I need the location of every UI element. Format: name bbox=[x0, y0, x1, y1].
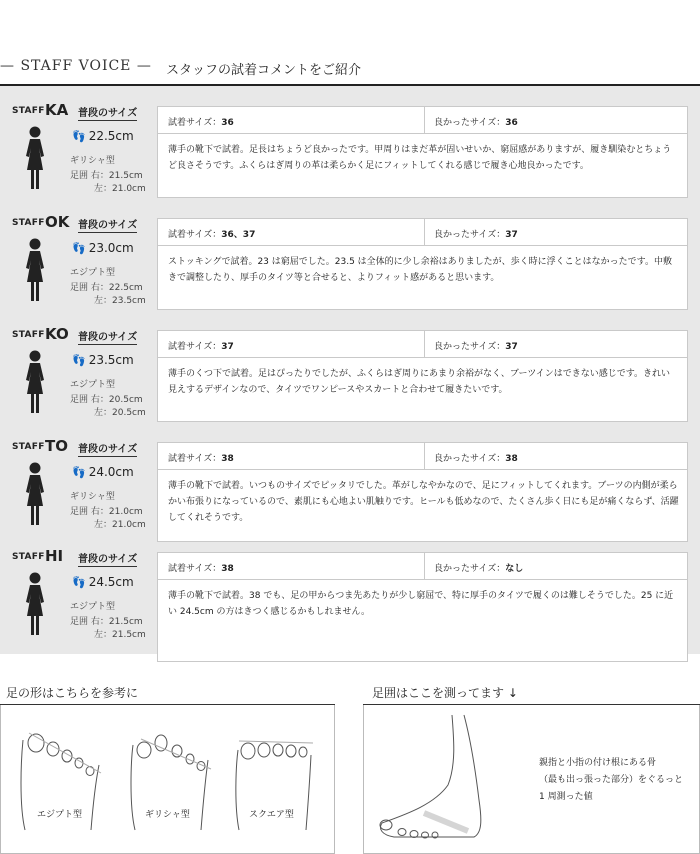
header-title-en: — STAFF VOICE — bbox=[0, 58, 152, 74]
staff-comment-text: 薄手のくつ下で試着。足はぴったりでしたが、ふくらはぎ周りにあまり余裕がなく、ブーツインはできない感じです。きれい見えするデザインなので、タイツでワンピースやスカートと合わせて履きたいです。 bbox=[168, 369, 671, 395]
staff-initials: KO bbox=[45, 325, 69, 343]
cell-divider bbox=[424, 331, 425, 357]
tried-size-value: 37 bbox=[221, 342, 234, 352]
staff-profile bbox=[0, 547, 155, 652]
girth-label: 足囲 bbox=[70, 507, 89, 517]
size-row bbox=[158, 443, 687, 470]
good-size-value: 38 bbox=[505, 454, 518, 464]
staff-initials: OK bbox=[45, 213, 70, 231]
staff-initials: KA bbox=[45, 101, 69, 119]
foot-girth-illustration bbox=[364, 705, 534, 853]
tried-size-value: 38 bbox=[221, 454, 234, 464]
girth-desc-line2: （最も出っ張った部分）をぐるっと bbox=[539, 775, 684, 785]
foot-type: ギリシャ型 bbox=[70, 156, 115, 166]
woman-figure-icon bbox=[22, 350, 48, 414]
tried-size-label: 試着サイズ： bbox=[168, 564, 222, 574]
girth-right: 21.5cm bbox=[108, 617, 143, 627]
foot-girth-box bbox=[363, 705, 700, 854]
woman-figure-icon bbox=[22, 126, 48, 190]
girth-left: 21.0cm bbox=[112, 184, 146, 194]
staff-label: STAFF bbox=[12, 106, 45, 116]
foot-girth-description bbox=[539, 755, 683, 806]
right-label: 右： bbox=[90, 171, 109, 181]
girth-left: 23.5cm bbox=[112, 296, 146, 306]
usual-size-label: 普段のサイズ bbox=[78, 440, 137, 457]
tried-size-value: 38 bbox=[221, 564, 234, 574]
size-row bbox=[158, 553, 687, 580]
square-type-label: スクエア型 bbox=[249, 810, 294, 820]
usual-foot-length: 24.5cm bbox=[88, 575, 134, 589]
right-label: 右： bbox=[90, 507, 109, 517]
girth-right: 22.5cm bbox=[108, 283, 143, 293]
foot-girth-title: 足囲はここを測ってます ↓ bbox=[372, 686, 518, 700]
good-size-label: 良かったサイズ： bbox=[434, 230, 506, 240]
foot-type: エジプト型 bbox=[70, 602, 116, 612]
staff-entry bbox=[0, 325, 700, 442]
usual-size-label: 普段のサイズ bbox=[78, 550, 137, 567]
size-row bbox=[158, 331, 687, 358]
foot-shape-title: 足の形はこちらを参考に bbox=[6, 686, 139, 700]
woman-figure-icon bbox=[22, 238, 48, 302]
greek-type-label: ギリシャ型 bbox=[145, 810, 190, 820]
foot-type: エジプト型 bbox=[70, 268, 116, 278]
staff-comment-box bbox=[157, 442, 688, 542]
woman-figure-icon bbox=[22, 462, 48, 526]
good-size-value: 37 bbox=[505, 342, 518, 352]
usual-foot-length: 22.5cm bbox=[88, 129, 134, 143]
girth-desc-line3: 1 周測った値 bbox=[539, 792, 593, 802]
staff-profile bbox=[0, 213, 155, 318]
usual-foot-length: 23.5cm bbox=[88, 353, 134, 367]
staff-initials: HI bbox=[45, 547, 64, 565]
usual-foot-length: 23.0cm bbox=[88, 241, 134, 255]
staff-comment-box bbox=[157, 218, 688, 310]
good-size-label: 良かったサイズ： bbox=[434, 454, 506, 464]
size-row bbox=[158, 219, 687, 246]
footprint-icon: 👣 bbox=[72, 130, 86, 143]
header-title-ja: スタッフの試着コメントをご紹介 bbox=[166, 63, 362, 78]
good-size-label: 良かったサイズ： bbox=[434, 342, 506, 352]
left-label: 左： bbox=[94, 630, 113, 640]
staff-entry bbox=[0, 213, 700, 330]
staff-comment-text: ストッキングで試着。23 は窮屈でした。23.5 は全体的に少し余裕はありましたが、歩く時に浮くことはなかったです。中敷きで調整したり、厚手のタイツ等と合せると、よりフィット感があると思います。 bbox=[168, 257, 672, 283]
usual-size-label: 普段のサイズ bbox=[78, 104, 137, 121]
tried-size-label: 試着サイズ： bbox=[168, 230, 222, 240]
staff-initials: TO bbox=[45, 437, 68, 455]
tried-size-label: 試着サイズ： bbox=[168, 118, 222, 128]
left-label: 左： bbox=[94, 408, 113, 418]
cell-divider bbox=[424, 443, 425, 469]
staff-comment-box bbox=[157, 106, 688, 198]
girth-right: 20.5cm bbox=[108, 395, 143, 405]
girth-left: 20.5cm bbox=[112, 408, 146, 418]
tried-size-label: 試着サイズ： bbox=[168, 454, 222, 464]
section-header bbox=[0, 58, 700, 84]
girth-right: 21.5cm bbox=[108, 171, 143, 181]
girth-right: 21.0cm bbox=[108, 507, 143, 517]
usual-size-label: 普段のサイズ bbox=[78, 216, 137, 233]
staff-voice-panel bbox=[0, 86, 700, 654]
staff-comment-box bbox=[157, 552, 688, 662]
foot-shapes-illustration bbox=[1, 705, 334, 853]
right-label: 右： bbox=[90, 283, 109, 293]
foot-shape-box bbox=[0, 705, 335, 854]
cell-divider bbox=[424, 219, 425, 245]
foot-type: ギリシャ型 bbox=[70, 492, 115, 502]
staff-comment-text: 薄手の靴下で試着。38 でも、足の甲からつま先あたりが少し窮屈で、特に厚手のタイツで履くのは難しそうでした。25 に近い 24.5cm の方はきつく感じるかもしれません。 bbox=[168, 591, 674, 617]
left-label: 左： bbox=[94, 184, 113, 194]
foot-type: エジプト型 bbox=[70, 380, 116, 390]
usual-foot-length: 24.0cm bbox=[88, 465, 134, 479]
left-label: 左： bbox=[94, 520, 113, 530]
staff-comment-text: 薄手の靴下で試着。足長はちょうど良かったです。甲周りはまだ革が固いせいか、窮屈感がありますが、履き馴染むとちょうど良さそうです。ふくらはぎ周りの革は柔らかく足にフィットしてくれる感じで履き心地良かったです。 bbox=[168, 145, 672, 171]
footprint-icon: 👣 bbox=[72, 466, 86, 479]
tried-size-label: 試着サイズ： bbox=[168, 342, 222, 352]
staff-comment-text: 薄手の靴下で試着。いつものサイズでピッタリでした。革がしなやかなので、足にフィットしてくれます。ブーツの内側が柔らかい布張りになっているので、素肌にも心地よい肌触りです。ヒールも低めなので、たくさん歩く日にも足が痛くならず、活躍してくれそうです。 bbox=[168, 481, 679, 523]
tried-size-value: 36、37 bbox=[221, 230, 256, 240]
good-size-value: なし bbox=[505, 564, 524, 574]
staff-profile bbox=[0, 101, 155, 206]
girth-left: 21.0cm bbox=[112, 520, 146, 530]
staff-comment-box bbox=[157, 330, 688, 422]
staff-entry bbox=[0, 437, 700, 554]
tried-size-value: 36 bbox=[221, 118, 234, 128]
girth-desc-line1: 親指と小指の付け根にある骨 bbox=[539, 758, 657, 768]
staff-profile bbox=[0, 437, 155, 542]
footprint-icon: 👣 bbox=[72, 242, 86, 255]
staff-label: STAFF bbox=[12, 218, 45, 228]
girth-label: 足囲 bbox=[70, 171, 89, 181]
girth-label: 足囲 bbox=[70, 617, 89, 627]
staff-label: STAFF bbox=[12, 330, 45, 340]
staff-entry bbox=[0, 547, 700, 664]
cell-divider bbox=[424, 553, 425, 579]
footprint-icon: 👣 bbox=[72, 576, 86, 589]
usual-size-label: 普段のサイズ bbox=[78, 328, 137, 345]
girth-label: 足囲 bbox=[70, 395, 89, 405]
good-size-value: 36 bbox=[505, 118, 518, 128]
staff-profile bbox=[0, 325, 155, 430]
size-row bbox=[158, 107, 687, 134]
staff-label: STAFF bbox=[12, 552, 45, 562]
staff-label: STAFF bbox=[12, 442, 45, 452]
woman-figure-icon bbox=[22, 572, 48, 636]
footprint-icon: 👣 bbox=[72, 354, 86, 367]
egypt-type-label: エジプト型 bbox=[37, 810, 83, 820]
good-size-value: 37 bbox=[505, 230, 518, 240]
good-size-label: 良かったサイズ： bbox=[434, 118, 506, 128]
right-label: 右： bbox=[90, 395, 109, 405]
cell-divider bbox=[424, 107, 425, 133]
right-label: 右： bbox=[90, 617, 109, 627]
left-label: 左： bbox=[94, 296, 113, 306]
good-size-label: 良かったサイズ： bbox=[434, 564, 506, 574]
girth-label: 足囲 bbox=[70, 283, 89, 293]
staff-entry bbox=[0, 101, 700, 218]
girth-left: 21.5cm bbox=[112, 630, 146, 640]
